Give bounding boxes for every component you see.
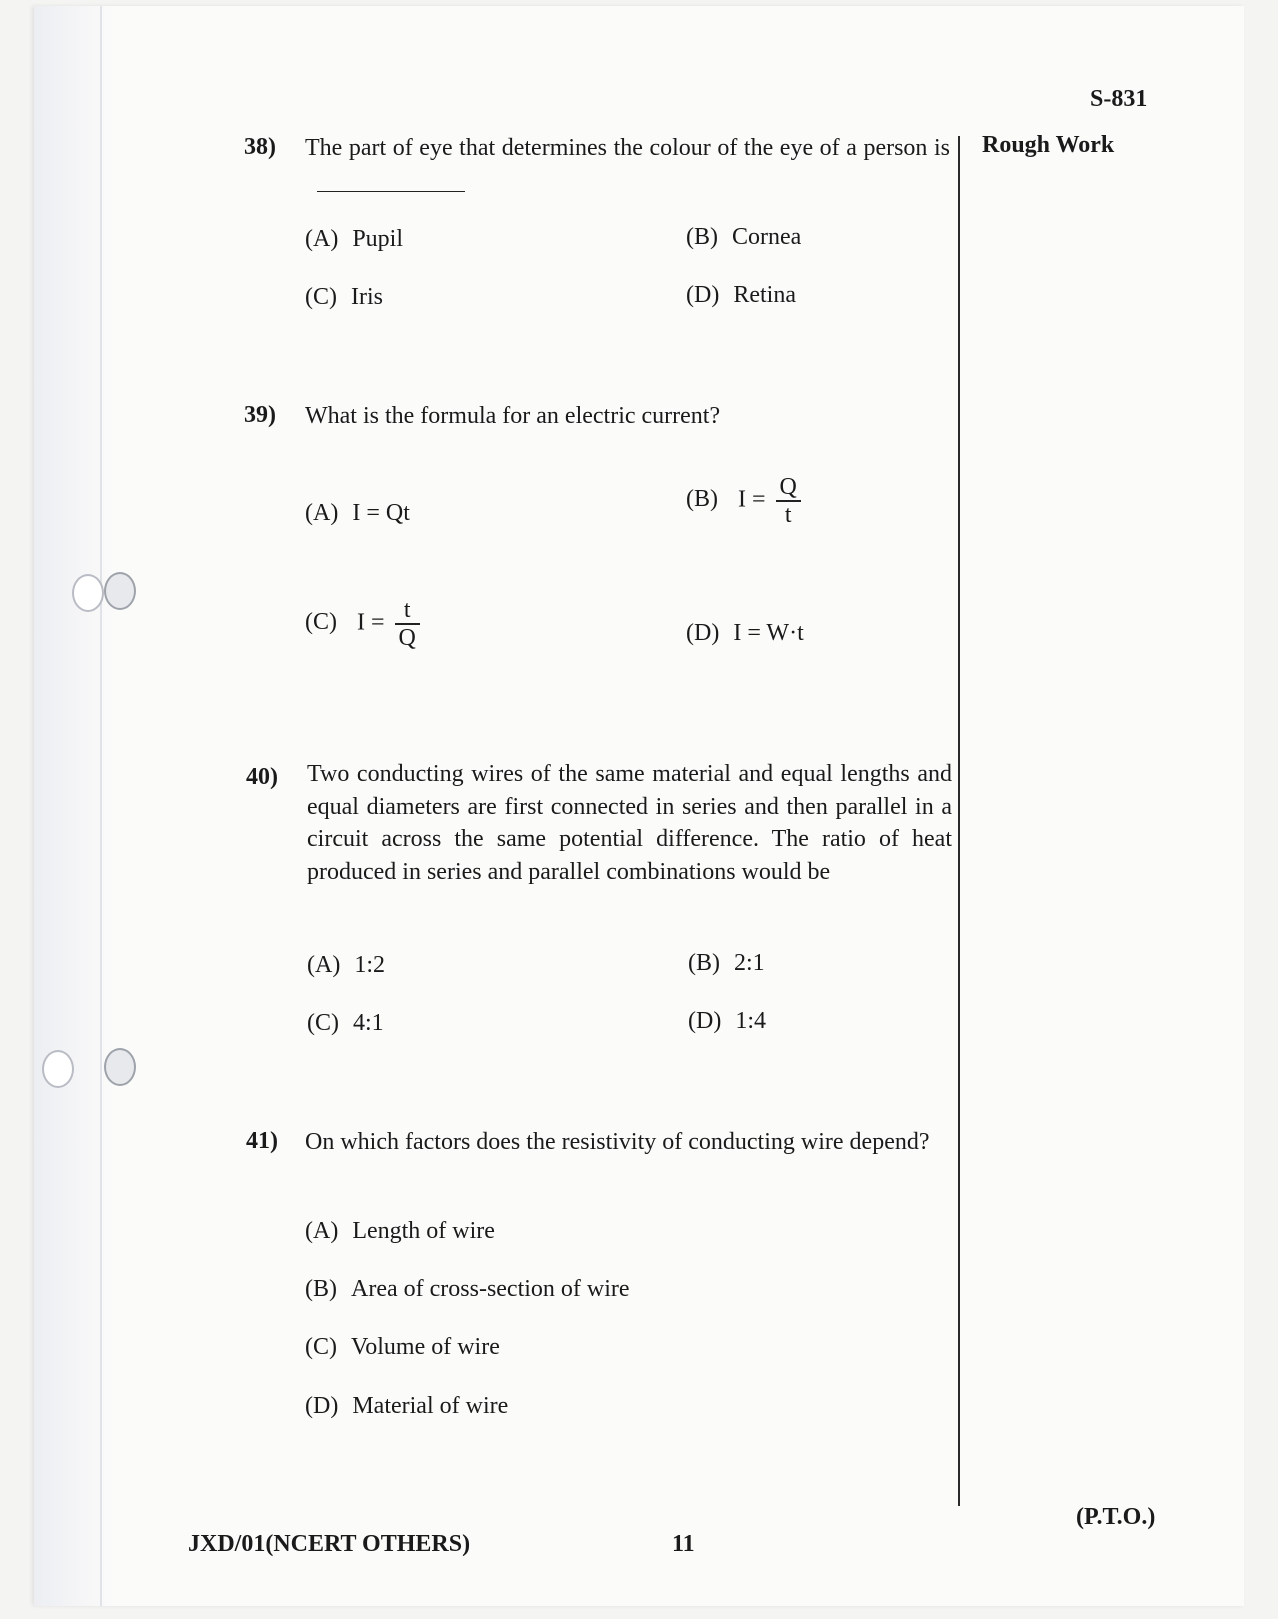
question-number: 41) (246, 1128, 278, 1154)
option: (C) I = $\frac{t}{Q}$ (305, 597, 420, 651)
answer-blank (317, 191, 465, 192)
punch-hole (42, 1050, 74, 1088)
page-number: 11 (672, 1531, 695, 1557)
option: (A) Pupil (305, 226, 404, 252)
punch-hole (104, 1048, 136, 1086)
footer-code: JXD/01(NCERT OTHERS) (188, 1531, 471, 1557)
option: (D) Retina (686, 282, 796, 308)
question-number: 38) (244, 134, 276, 160)
punch-hole (72, 574, 104, 612)
fraction: $\frac{Q}{t}$ (776, 474, 801, 528)
option: (B) I = $\frac{Q}{t}$ (686, 474, 801, 528)
question-text: The part of eye that determines the colour of the eye of a person is (305, 132, 950, 197)
paper-code: S-831 (1090, 86, 1148, 112)
option: (D) I = W·t (686, 620, 804, 646)
option: (D) Material of wire (305, 1393, 509, 1419)
option: (D) 1:4 (688, 1008, 766, 1034)
page-fold (100, 6, 102, 1606)
punch-hole (104, 572, 136, 610)
option: (B) Cornea (686, 224, 802, 250)
question-number: 39) (244, 402, 276, 428)
option: (A) 1:2 (307, 952, 385, 978)
option: (A) I = Qt (305, 500, 410, 526)
please-turn-over: (P.T.O.) (1076, 1504, 1156, 1530)
option: (B) 2:1 (688, 950, 765, 976)
option: (C) 4:1 (307, 1010, 384, 1036)
option: (C) Volume of wire (305, 1334, 500, 1360)
option: (C) Iris (305, 284, 383, 310)
question-text: On which factors does the resistivity of conducting wire depend? (305, 1129, 930, 1155)
option: (B) Area of cross-section of wire (305, 1276, 630, 1302)
fraction: $\frac{t}{Q}$ (395, 597, 420, 651)
question-text: What is the formula for an electric current? (305, 403, 721, 429)
question-text: Two conducting wires of the same material and equal lengths and equal diameters are first connected in series and then parallel in a circuit across the same potential difference. The ratio of heat produced in series and parallel combinations would be (307, 761, 952, 885)
question-number: 40) (246, 764, 278, 790)
option: (A) Length of wire (305, 1218, 495, 1244)
rough-work-heading: Rough Work (982, 132, 1115, 158)
rough-work-divider (958, 136, 960, 1506)
